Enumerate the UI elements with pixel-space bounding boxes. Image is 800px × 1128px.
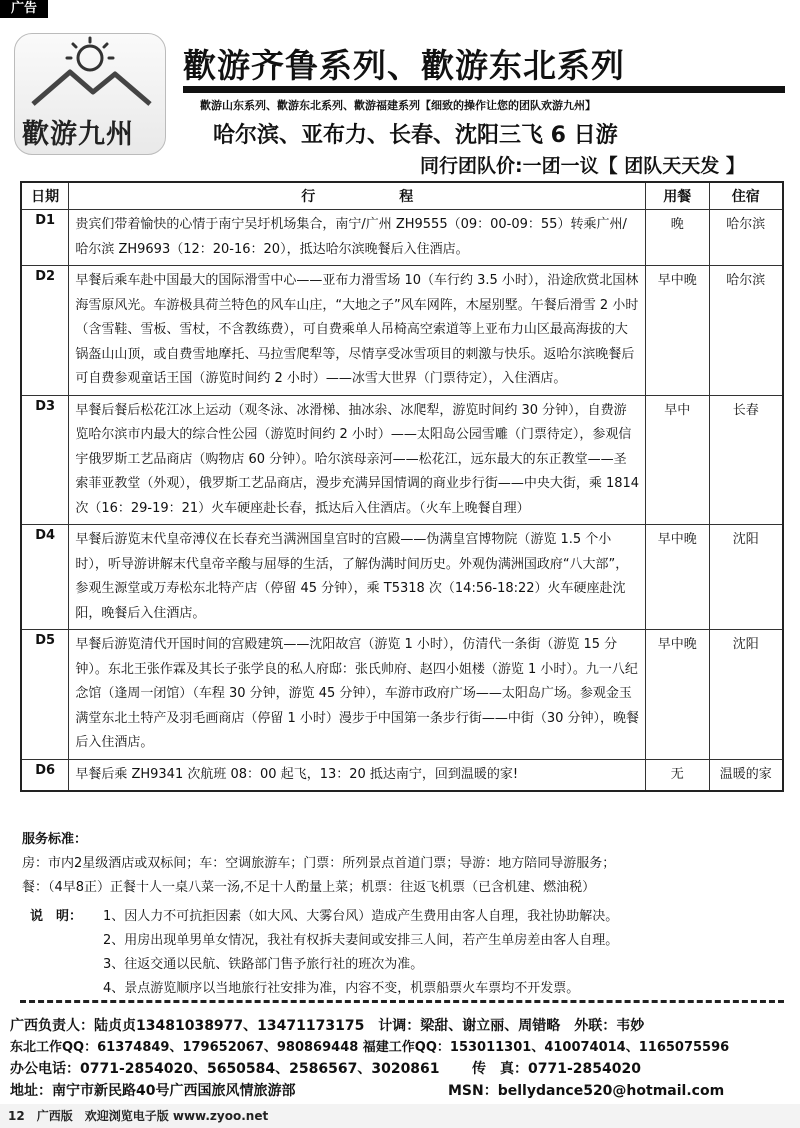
notes-label: 说 明： [30, 909, 83, 924]
program-cell: 早餐后乘 ZH9341 次航班 08：00 起飞，13：20 抵达南宁，回到温暖的家! [69, 759, 646, 791]
header-stay: 住宿 [709, 182, 783, 210]
table-row [21, 210, 783, 266]
meal-cell: 早中晚 [646, 266, 709, 396]
footer-text: 12 广西版 欢迎浏览电子版 www.zyoo.net [8, 1109, 269, 1123]
meal-cell: 早中晚 [646, 630, 709, 760]
stay-cell: 沈阳 [709, 630, 783, 760]
contact-msn: MSN：bellydance520@hotmail.com [448, 1083, 725, 1099]
header-meal: 用餐 [646, 182, 709, 210]
contact-phone: 办公电话：0771-2854020、5650584、2586567、3020861 [10, 1061, 440, 1077]
contact-qq: 东北工作QQ：61374849、179652067、980869448 福建工作QQ：153011301、410074014、1165075596 [10, 1040, 730, 1055]
table-header-row [21, 182, 783, 210]
table-row [21, 525, 783, 630]
table-row [21, 266, 783, 396]
contact-fax: 传 真：0771-2854020 [472, 1061, 641, 1077]
stay-cell: 长春 [709, 395, 783, 525]
logo-text: 歡游九州 [22, 119, 134, 150]
program-cell: 早餐后游览末代皇帝溥仪在长春充当满洲国皇宫时的宫殿——伪满皇宫博物院（游览 1.5 个小时），听导游讲解末代皇帝辛酸与屈辱的生活，了解伪满时间历史。外观伪满洲国政府“八大部”，参观生源堂或万寿松东北特产店（停留 45 分钟），乘 T5318 次（14:56-18:22）火车硬座赴沈阳，晚餐后入住酒店。 [69, 525, 646, 630]
meal-cell: 早中晚 [646, 525, 709, 630]
stay-cell: 哈尔滨 [709, 210, 783, 266]
itinerary-table [20, 181, 784, 792]
program-cell: 早餐后游览清代开国时间的宫殿建筑——沈阳故宫（游览 1 小时），仿清代一条街（游览 15 分钟）。东北王张作霖及其长子张学良的私人府邸：张氏帅府、赵四小姐楼（游览 1 小时）。九一八纪念馆（逢周一闭馆）（车程 30 分钟，游览 45 分钟），车游市政府广场——太阳岛广场。参观金玉满堂东北土特产及羽毛画商店（停留 1 小时）漫步于中国第一条步行街——中街（30 分钟），晚餐后入住酒店。 [69, 630, 646, 760]
table-row [21, 630, 783, 760]
header-date: 日期 [21, 182, 69, 210]
page-title: 歡游齐鲁系列、歡游东北系列 [183, 46, 625, 85]
series-line: 歡游山东系列、歡游东北系列、歡游福建系列【细致的操作让您的团队欢游九州】 [200, 99, 596, 112]
stay-cell: 沈阳 [709, 525, 783, 630]
program-cell: 早餐后乘车赴中国最大的国际滑雪中心——亚布力滑雪场 10（车行约 3.5 小时），沿途欣赏北国林海雪原风光。车游极具荷兰特色的风车山庄，“大地之子”风车网阵，木屋别墅。午餐后滑雪 2 小时（含雪鞋、雪板、雪杖，不含教练费），可自费乘单人吊椅高空索道等上亚布力山区最高海拔的大锅盔山山顶，或自费雪地摩托、马拉雪爬犁等，尽情享受冰雪项目的刺激与快乐。返哈尔滨晚餐后可自费参观童话王国（游览时间约 2 小时）——冰雪大世界（门票待定），入住酒店。 [69, 266, 646, 396]
title-divider [183, 86, 785, 93]
note-item: 4、景点游览顺序以当地旅行社安排为准，内容不变，机票船票火车票均不开发票。 [103, 981, 580, 996]
program-cell: 贵宾们带着愉快的心情于南宁吴圩机场集合，南宁/广州 ZH9555（09：00-09：55）转乘广州/哈尔滨 ZH9693（12：20-16：20），抵达哈尔滨晚餐后入住酒店。 [69, 210, 646, 266]
dashed-divider [20, 1000, 784, 1003]
note-item: 1、因人力不可抗拒因素（如大风、大雾台风）造成产生费用由客人自理，我社协助解决。 [103, 909, 619, 924]
meal-cell: 无 [646, 759, 709, 791]
table-row [21, 395, 783, 525]
day-cell: D5 [21, 630, 69, 760]
contact-manager: 广西负责人：陆贞贞13481038977、13471173175 计调：梁甜、谢立丽、周错略 外联：韦妙 [10, 1018, 645, 1034]
service-line-1: 房：市内2星级酒店或双标间；车：空调旅游车；门票：所列景点首道门票；导游：地方陪同导游服务； [22, 856, 616, 871]
program-cell: 早餐后餐后松花江冰上运动（观冬泳、冰滑梯、抽冰尜、冰爬犁，游览时间约 30 分钟），自费游览哈尔滨市内最大的综合性公园（游览时间约 2 小时）——太阳岛公园雪雕（门票待定），参观信宇俄罗斯工艺品商店（购物店 60 分钟）。哈尔滨母亲河——松花江，远东最大的东正教堂——圣索菲亚教堂（外观），俄罗斯工艺品商店，漫步充满异国情调的商业步行街——中央大街，乘 1814 次（16：29-19：21）火车硬座赴长春，抵达后入住酒店。（火车上晚餐自理） [69, 395, 646, 525]
day-cell: D2 [21, 266, 69, 396]
ad-tag: 广告 [0, 0, 48, 18]
stay-cell: 温暖的家 [709, 759, 783, 791]
day-cell: D3 [21, 395, 69, 525]
note-item: 2、用房出现单男单女情况，我社有权拆夫妻间或安排三人间，若产生单房差由客人自理。 [103, 933, 619, 948]
stay-cell: 哈尔滨 [709, 266, 783, 396]
meal-cell: 早中 [646, 395, 709, 525]
meal-cell: 晚 [646, 210, 709, 266]
day-cell: D4 [21, 525, 69, 630]
header-program: 行 程 [69, 182, 646, 210]
contact-address: 地址：南宁市新民路40号广西国旅风情旅游部 [10, 1083, 296, 1099]
sun-mountain-icon [15, 34, 165, 114]
note-item: 3、往返交通以民航、铁路部门售予旅行社的班次为准。 [103, 957, 424, 972]
table-row [21, 759, 783, 791]
day-cell: D6 [21, 759, 69, 791]
route-title: 哈尔滨、亚布力、长春、沈阳三飞 6 日游 [213, 123, 618, 148]
service-line-2: 餐：（4早8正）正餐十人一桌八菜一汤,不足十人酌量上菜；机票：往返飞机票（已含机建、燃油税） [22, 880, 596, 895]
service-heading: 服务标准： [22, 832, 88, 847]
day-cell: D1 [21, 210, 69, 266]
price-note: 同行团队价:一团一议【 团队天天发 】 [420, 155, 745, 177]
